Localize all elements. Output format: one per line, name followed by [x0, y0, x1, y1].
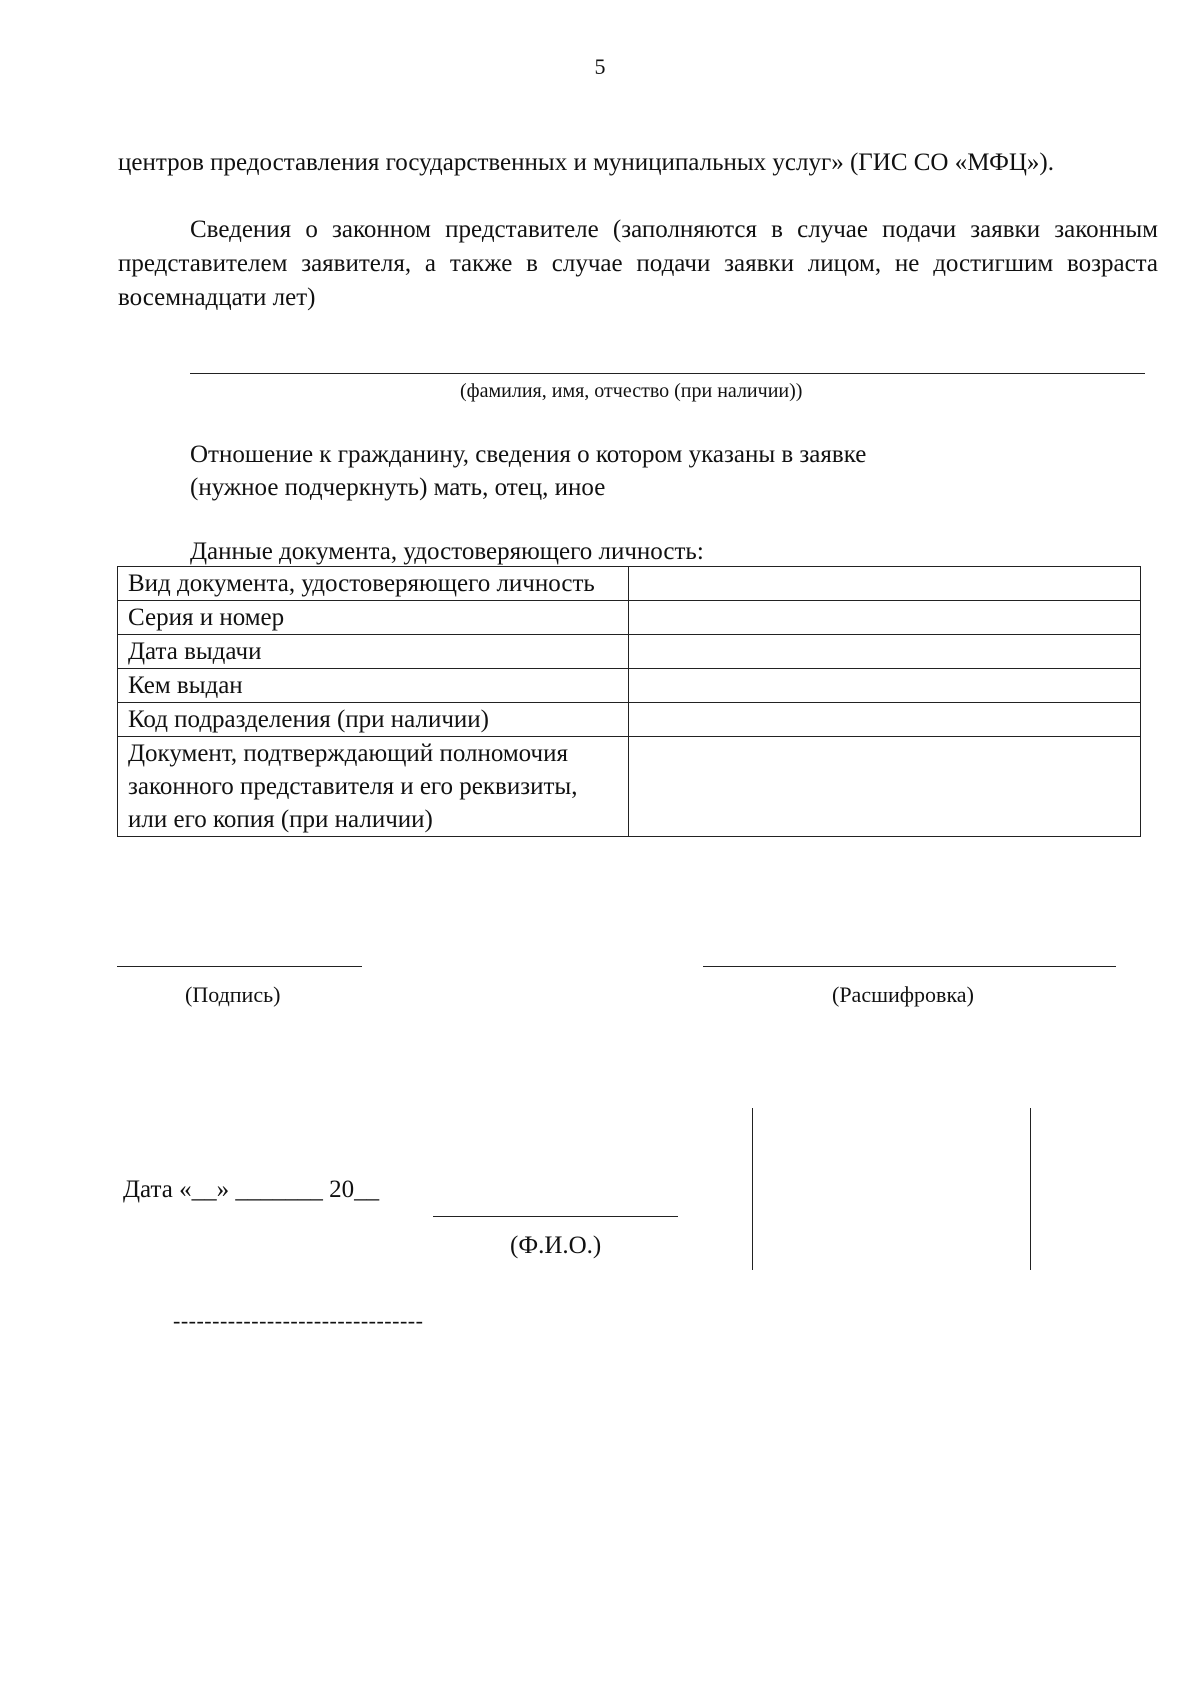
name-fill-line[interactable] [190, 373, 1145, 374]
name-caption: (фамилия, имя, отчество (при наличии)) [460, 380, 803, 402]
fio-fill-line[interactable] [433, 1216, 678, 1217]
row-label: Вид документа, удостоверяющего личность [118, 567, 629, 601]
decoding-line[interactable] [703, 966, 1116, 967]
row-label: Документ, подтверждающий полномочия законного представителя и его реквизиты, или его копия (при наличии) [118, 737, 629, 837]
row-value[interactable] [629, 635, 1141, 669]
row-value[interactable] [629, 703, 1141, 737]
signature-caption: (Подпись) [185, 982, 281, 1007]
row-label: Серия и номер [118, 601, 629, 635]
table-row [118, 703, 1141, 737]
signature-line[interactable] [117, 966, 362, 967]
paragraph-legal-representative: Сведения о законном представителе (заполняются в случае подачи заявки законным представителем заявителя, а также в случае подачи заявки лицом, не достигшим возраста восемнадцати лет) [118, 216, 1158, 311]
row-label: Код подразделения (при наличии) [118, 703, 629, 737]
table-row [118, 669, 1141, 703]
relation-line-1: Отношение к гражданину, сведения о котором указаны в заявке [190, 441, 867, 468]
stamp-box-right-border [1030, 1108, 1031, 1270]
relation-line-2[interactable]: (нужное подчеркнуть) мать, отец, иное [190, 474, 606, 501]
table-row [118, 567, 1141, 601]
stamp-box-left-border [752, 1108, 753, 1270]
row-value[interactable] [629, 601, 1141, 635]
document-heading: Данные документа, удостоверяющего личность: [190, 538, 704, 565]
row-label: Кем выдан [118, 669, 629, 703]
table-row [118, 601, 1141, 635]
row-value[interactable] [629, 669, 1141, 703]
relation-block [190, 438, 866, 504]
row-label: Дата выдачи [118, 635, 629, 669]
row-value[interactable] [629, 737, 1141, 837]
table-row [118, 635, 1141, 669]
identity-document-table [117, 566, 1141, 837]
decoding-caption: (Расшифровка) [832, 982, 974, 1007]
row-value[interactable] [629, 567, 1141, 601]
table-row [118, 737, 1141, 837]
paragraph-continuation: центров предоставления государственных и муниципальных услуг» (ГИС СО «МФЦ»). [118, 149, 1054, 176]
page-number: 5 [594, 54, 606, 79]
fio-caption: (Ф.И.О.) [510, 1232, 602, 1259]
separator-dashes: -------------------------------- [173, 1308, 424, 1333]
date-field[interactable]: Дата «__» _______ 20__ [123, 1176, 380, 1203]
